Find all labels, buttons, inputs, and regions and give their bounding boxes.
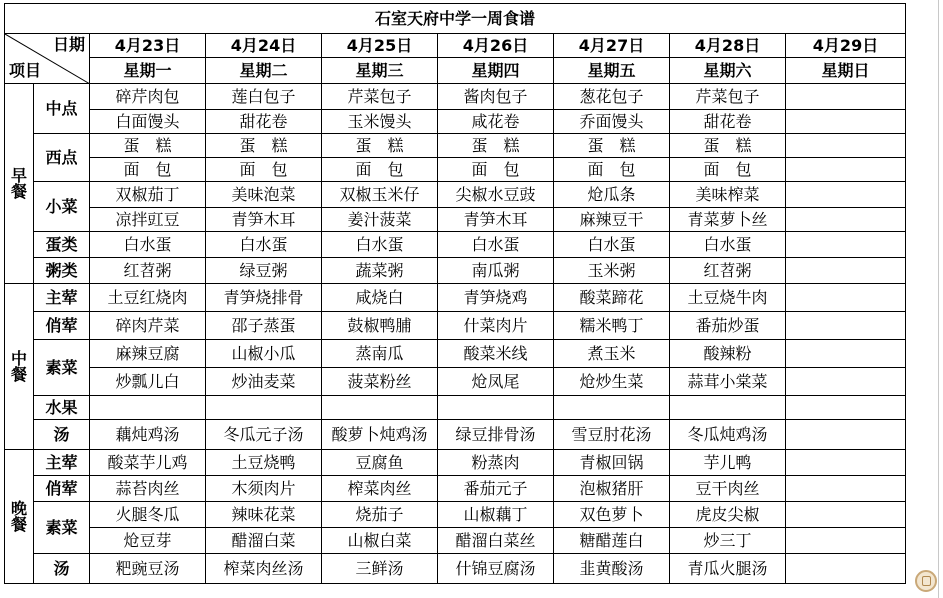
menu-body bbox=[5, 84, 906, 584]
dish-cell: 辣味花菜 bbox=[206, 502, 322, 528]
dish-cell: 炝凤尾 bbox=[438, 368, 554, 396]
dish-cell: 莲白包子 bbox=[206, 84, 322, 110]
dish-cell: 蛋 糕 bbox=[670, 134, 786, 158]
dish-cell: 醋溜白菜丝 bbox=[438, 528, 554, 554]
menu-row bbox=[5, 340, 906, 368]
item-header-label: 项目 bbox=[9, 61, 42, 80]
dish-cell: 甜花卷 bbox=[206, 110, 322, 134]
dish-cell: 碎芹肉包 bbox=[90, 84, 206, 110]
dish-cell: 山椒小瓜 bbox=[206, 340, 322, 368]
dish-cell bbox=[786, 340, 906, 368]
category-label: 粥类 bbox=[34, 258, 90, 284]
category-label: 西点 bbox=[34, 134, 90, 182]
dish-cell: 面 包 bbox=[322, 158, 438, 182]
meal-label-breakfast bbox=[5, 84, 34, 284]
weekday-cell: 星期六 bbox=[670, 58, 786, 84]
dish-cell: 绿豆粥 bbox=[206, 258, 322, 284]
dish-cell: 双椒玉米仔 bbox=[322, 182, 438, 208]
weekday-cell: 星期三 bbox=[322, 58, 438, 84]
category-label: 汤 bbox=[34, 554, 90, 584]
dish-cell: 炝豆芽 bbox=[90, 528, 206, 554]
dish-cell bbox=[90, 396, 206, 420]
dish-cell: 面 包 bbox=[90, 158, 206, 182]
dish-cell: 青菜萝卜丝 bbox=[670, 208, 786, 232]
menu-row bbox=[5, 476, 906, 502]
dish-cell: 酸萝卜炖鸡汤 bbox=[322, 420, 438, 450]
dish-cell: 葱花包子 bbox=[554, 84, 670, 110]
weekday-cell: 星期五 bbox=[554, 58, 670, 84]
dish-cell bbox=[206, 396, 322, 420]
dish-cell: 冬瓜元子汤 bbox=[206, 420, 322, 450]
dish-cell: 烧茄子 bbox=[322, 502, 438, 528]
dish-cell: 番茄炒蛋 bbox=[670, 312, 786, 340]
dish-cell: 火腿冬瓜 bbox=[90, 502, 206, 528]
date-header-label: 日期 bbox=[52, 35, 85, 54]
dish-cell: 南瓜粥 bbox=[438, 258, 554, 284]
category-label: 中点 bbox=[34, 84, 90, 134]
dish-cell: 美味榨菜 bbox=[670, 182, 786, 208]
dish-cell: 番茄元子 bbox=[438, 476, 554, 502]
dish-cell: 玉米馒头 bbox=[322, 110, 438, 134]
dish-cell: 白水蛋 bbox=[670, 232, 786, 258]
dish-cell: 咸花卷 bbox=[438, 110, 554, 134]
dish-cell: 冬瓜炖鸡汤 bbox=[670, 420, 786, 450]
menu-row bbox=[5, 158, 906, 182]
dish-cell: 山椒藕丁 bbox=[438, 502, 554, 528]
meal-label-dinner bbox=[5, 450, 34, 584]
dish-cell: 豆腐鱼 bbox=[322, 450, 438, 476]
dish-cell: 白水蛋 bbox=[554, 232, 670, 258]
dish-cell bbox=[786, 554, 906, 584]
dish-cell: 什锦豆腐汤 bbox=[438, 554, 554, 584]
category-label: 素菜 bbox=[34, 340, 90, 396]
dish-cell: 双椒茄丁 bbox=[90, 182, 206, 208]
dish-cell: 蒜茸小棠菜 bbox=[670, 368, 786, 396]
dish-cell: 酸菜蹄花 bbox=[554, 284, 670, 312]
dish-cell: 白水蛋 bbox=[90, 232, 206, 258]
date-cell: 4月25日 bbox=[322, 34, 438, 58]
dish-cell: 甜花卷 bbox=[670, 110, 786, 134]
dish-cell bbox=[786, 528, 906, 554]
dish-cell: 虎皮尖椒 bbox=[670, 502, 786, 528]
dish-cell bbox=[786, 450, 906, 476]
dish-cell: 酱肉包子 bbox=[438, 84, 554, 110]
dish-cell bbox=[786, 134, 906, 158]
dish-cell bbox=[786, 396, 906, 420]
category-label: 俏荤 bbox=[34, 312, 90, 340]
dish-cell: 蛋 糕 bbox=[322, 134, 438, 158]
dish-cell: 碎肉芹菜 bbox=[90, 312, 206, 340]
weekday-cell: 星期二 bbox=[206, 58, 322, 84]
dish-cell: 蔬菜粥 bbox=[322, 258, 438, 284]
dish-cell: 酸辣粉 bbox=[670, 340, 786, 368]
dish-cell: 芹菜包子 bbox=[322, 84, 438, 110]
date-cell: 4月28日 bbox=[670, 34, 786, 58]
menu-title: 石室天府中学一周食谱 bbox=[5, 4, 906, 34]
dish-cell bbox=[786, 502, 906, 528]
category-label: 主荤 bbox=[34, 284, 90, 312]
category-label: 汤 bbox=[34, 420, 90, 450]
dish-cell bbox=[786, 258, 906, 284]
dish-cell: 木须肉片 bbox=[206, 476, 322, 502]
menu-row bbox=[5, 134, 906, 158]
dish-cell: 土豆烧鸭 bbox=[206, 450, 322, 476]
dish-cell: 玉米粥 bbox=[554, 258, 670, 284]
menu-row bbox=[5, 396, 906, 420]
dish-cell bbox=[438, 396, 554, 420]
sheet-edge-line bbox=[938, 0, 939, 598]
dish-cell: 蛋 糕 bbox=[554, 134, 670, 158]
dish-cell: 蒸南瓜 bbox=[322, 340, 438, 368]
dish-cell: 双色萝卜 bbox=[554, 502, 670, 528]
dish-cell: 炒油麦菜 bbox=[206, 368, 322, 396]
dish-cell: 面 包 bbox=[438, 158, 554, 182]
dish-cell bbox=[554, 396, 670, 420]
dish-cell: 绿豆排骨汤 bbox=[438, 420, 554, 450]
dish-cell bbox=[786, 84, 906, 110]
dish-cell: 土豆烧牛肉 bbox=[670, 284, 786, 312]
dish-cell: 芹菜包子 bbox=[670, 84, 786, 110]
dish-cell: 炒瓢儿白 bbox=[90, 368, 206, 396]
dish-cell: 芋儿鸭 bbox=[670, 450, 786, 476]
dish-cell: 面 包 bbox=[206, 158, 322, 182]
dish-cell: 菠菜粉丝 bbox=[322, 368, 438, 396]
category-label: 素菜 bbox=[34, 502, 90, 554]
dish-cell: 青椒回锅 bbox=[554, 450, 670, 476]
category-label: 主荤 bbox=[34, 450, 90, 476]
dish-cell bbox=[670, 396, 786, 420]
dish-cell: 榨菜肉丝汤 bbox=[206, 554, 322, 584]
dish-cell: 韭黄酸汤 bbox=[554, 554, 670, 584]
dish-cell: 煮玉米 bbox=[554, 340, 670, 368]
dish-cell: 面 包 bbox=[554, 158, 670, 182]
menu-row bbox=[5, 554, 906, 584]
dish-cell bbox=[786, 420, 906, 450]
date-cell: 4月23日 bbox=[90, 34, 206, 58]
dish-cell bbox=[786, 158, 906, 182]
category-label: 蛋类 bbox=[34, 232, 90, 258]
dish-cell: 三鲜汤 bbox=[322, 554, 438, 584]
dish-cell bbox=[786, 284, 906, 312]
dish-cell: 炒三丁 bbox=[670, 528, 786, 554]
dish-cell: 白水蛋 bbox=[438, 232, 554, 258]
menu-row bbox=[5, 110, 906, 134]
meal-label-text: 晚 餐 bbox=[10, 498, 27, 534]
dish-cell: 蛋 糕 bbox=[90, 134, 206, 158]
meal-label-lunch bbox=[5, 284, 34, 450]
menu-row bbox=[5, 182, 906, 208]
dish-cell: 青笋烧鸡 bbox=[438, 284, 554, 312]
dish-cell: 山椒白菜 bbox=[322, 528, 438, 554]
dish-cell: 糖醋莲白 bbox=[554, 528, 670, 554]
dish-cell: 酸菜芋儿鸡 bbox=[90, 450, 206, 476]
dish-cell bbox=[786, 208, 906, 232]
dish-cell bbox=[786, 182, 906, 208]
dish-cell: 粑豌豆汤 bbox=[90, 554, 206, 584]
dish-cell: 蒜苔肉丝 bbox=[90, 476, 206, 502]
menu-row bbox=[5, 450, 906, 476]
dish-cell: 藕炖鸡汤 bbox=[90, 420, 206, 450]
dish-cell: 红苕粥 bbox=[670, 258, 786, 284]
dish-cell: 面 包 bbox=[670, 158, 786, 182]
weekday-cell: 星期四 bbox=[438, 58, 554, 84]
dish-cell bbox=[322, 396, 438, 420]
meal-label-text: 中 餐 bbox=[10, 348, 27, 384]
dish-cell: 红苕粥 bbox=[90, 258, 206, 284]
dish-cell: 糯米鸭丁 bbox=[554, 312, 670, 340]
dish-cell bbox=[786, 476, 906, 502]
menu-row bbox=[5, 84, 906, 110]
menu-row bbox=[5, 284, 906, 312]
dish-cell: 乔面馒头 bbox=[554, 110, 670, 134]
dish-cell: 白面馒头 bbox=[90, 110, 206, 134]
dish-cell: 泡椒猪肝 bbox=[554, 476, 670, 502]
menu-row bbox=[5, 312, 906, 340]
weekday-cell: 星期日 bbox=[786, 58, 906, 84]
category-label: 小菜 bbox=[34, 182, 90, 232]
dish-cell: 鼓椒鸭脯 bbox=[322, 312, 438, 340]
date-cell: 4月24日 bbox=[206, 34, 322, 58]
weekday-cell: 星期一 bbox=[90, 58, 206, 84]
menu-row bbox=[5, 528, 906, 554]
header-corner bbox=[5, 34, 90, 84]
dish-cell: 雪豆肘花汤 bbox=[554, 420, 670, 450]
dish-cell: 咸烧白 bbox=[322, 284, 438, 312]
dish-cell bbox=[786, 232, 906, 258]
dish-cell: 白水蛋 bbox=[206, 232, 322, 258]
dish-cell: 土豆红烧肉 bbox=[90, 284, 206, 312]
menu-row bbox=[5, 502, 906, 528]
dish-cell: 青笋木耳 bbox=[206, 208, 322, 232]
dish-cell bbox=[786, 368, 906, 396]
date-cell: 4月26日 bbox=[438, 34, 554, 58]
dish-cell: 邵子蒸蛋 bbox=[206, 312, 322, 340]
dish-cell: 炝炒生菜 bbox=[554, 368, 670, 396]
date-cell: 4月27日 bbox=[554, 34, 670, 58]
dish-cell: 青笋木耳 bbox=[438, 208, 554, 232]
dish-cell: 麻辣豆腐 bbox=[90, 340, 206, 368]
dish-cell: 青瓜火腿汤 bbox=[670, 554, 786, 584]
category-label: 俏荤 bbox=[34, 476, 90, 502]
dish-cell: 青笋烧排骨 bbox=[206, 284, 322, 312]
dish-cell: 酸菜米线 bbox=[438, 340, 554, 368]
category-label: 水果 bbox=[34, 396, 90, 420]
dish-cell: 榨菜肉丝 bbox=[322, 476, 438, 502]
menu-row bbox=[5, 368, 906, 396]
menu-row bbox=[5, 208, 906, 232]
menu-row bbox=[5, 420, 906, 450]
dish-cell: 什菜肉片 bbox=[438, 312, 554, 340]
dish-cell bbox=[786, 312, 906, 340]
date-cell: 4月29日 bbox=[786, 34, 906, 58]
dish-cell: 蛋 糕 bbox=[438, 134, 554, 158]
dish-cell bbox=[786, 110, 906, 134]
dish-cell: 豆干肉丝 bbox=[670, 476, 786, 502]
dish-cell: 粉蒸肉 bbox=[438, 450, 554, 476]
weekly-menu-table bbox=[4, 3, 906, 584]
dish-cell: 麻辣豆干 bbox=[554, 208, 670, 232]
dish-cell: 白水蛋 bbox=[322, 232, 438, 258]
dish-cell: 尖椒水豆豉 bbox=[438, 182, 554, 208]
watermark-seal-icon bbox=[915, 570, 937, 592]
dish-cell: 姜汁菠菜 bbox=[322, 208, 438, 232]
dish-cell: 醋溜白菜 bbox=[206, 528, 322, 554]
dish-cell: 蛋 糕 bbox=[206, 134, 322, 158]
dish-cell: 炝瓜条 bbox=[554, 182, 670, 208]
meal-label-text: 早 餐 bbox=[10, 165, 27, 201]
dish-cell: 凉拌豇豆 bbox=[90, 208, 206, 232]
dish-cell: 美味泡菜 bbox=[206, 182, 322, 208]
menu-row bbox=[5, 258, 906, 284]
menu-row bbox=[5, 232, 906, 258]
